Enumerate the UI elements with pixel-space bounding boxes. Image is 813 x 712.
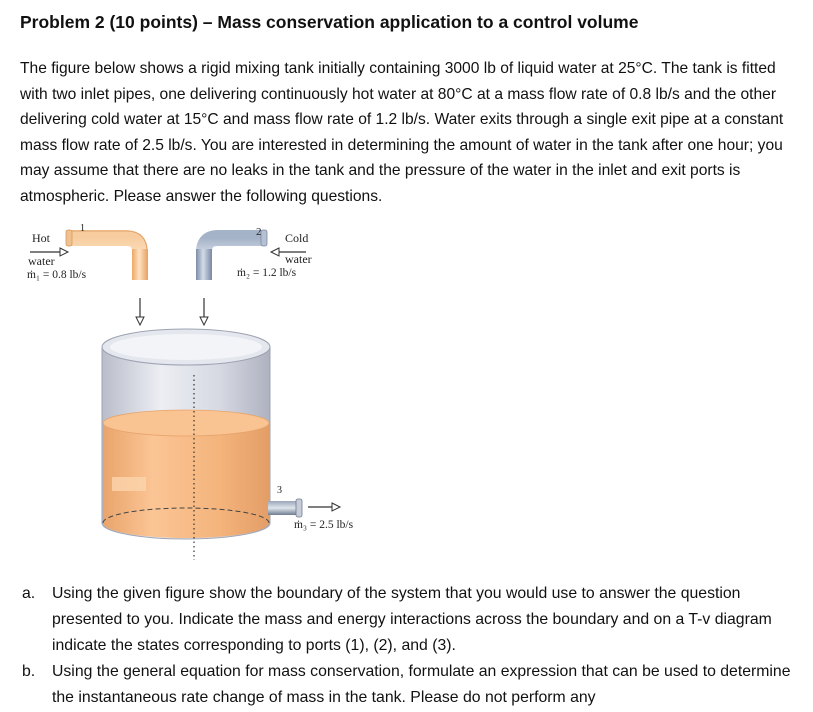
- exit-flow-arrow: [308, 503, 340, 511]
- problem-title: Problem 2 (10 points) – Mass conservation application to a control volume: [20, 12, 639, 32]
- hot-flow-rate: ṁ₁ = 0.8 lb/s: [27, 269, 87, 281]
- cold-flow-rate: ṁ₂ = 1.2 lb/s: [237, 267, 297, 279]
- exit-flow-rate: ṁ₃ = 2.5 lb/s: [294, 519, 354, 531]
- port-1-label: 1: [80, 223, 85, 234]
- hot-label: Hot: [32, 231, 50, 245]
- problem-statement: The figure below shows a rigid mixing tank initially containing 3000 lb of liquid water at 25°C. The tank is fitted with two inlet pipes, one delivering continuously hot water at 80°C at a mass flow rate of 0.8 lb/s and the other delivering cold water at 15°C and mass flow rate of 1.2 lb/s. Water exits through a single exit pipe at a constant mass flow rate of 2.5 lb/s. You are interested in determining the amount of water in the tank after one hour; you may assume that there are no leaks in the tank and the pressure of the water in the inlet and exit ports is atmospheric. Please answer the following questions.: [20, 60, 784, 205]
- cold-label-water: water: [285, 252, 312, 266]
- question-a-letter: a.: [22, 585, 36, 602]
- port-2-label: 2: [256, 226, 262, 238]
- tank-water: [103, 410, 269, 538]
- inlet-down-arrow-1: [136, 298, 144, 325]
- cold-label: Cold: [285, 231, 309, 245]
- port-3-label: 3: [277, 485, 282, 496]
- question-b-letter: b.: [22, 663, 36, 681]
- hot-label-water: water: [28, 254, 55, 268]
- mixing-tank-figure: [0, 215, 813, 575]
- question-a: [0, 581, 802, 658]
- question-a-text: Using the given figure show the boundary of the system that you would use to answer the question presented to you. Indicate the mass and energy interactions across the boundary and on a T-v diagram indicate the states corresponding to ports (1), (2), and (3).: [52, 585, 772, 654]
- question-b: [0, 659, 802, 711]
- question-list: [0, 581, 813, 712]
- question-b-text: Using the general equation for mass conservation, formulate an expression that can be used to determine the instantaneous rate change of mass in the tank. Please do not perform any: [52, 663, 791, 707]
- inlet-down-arrow-2: [200, 298, 208, 325]
- exit-pipe: [268, 499, 302, 517]
